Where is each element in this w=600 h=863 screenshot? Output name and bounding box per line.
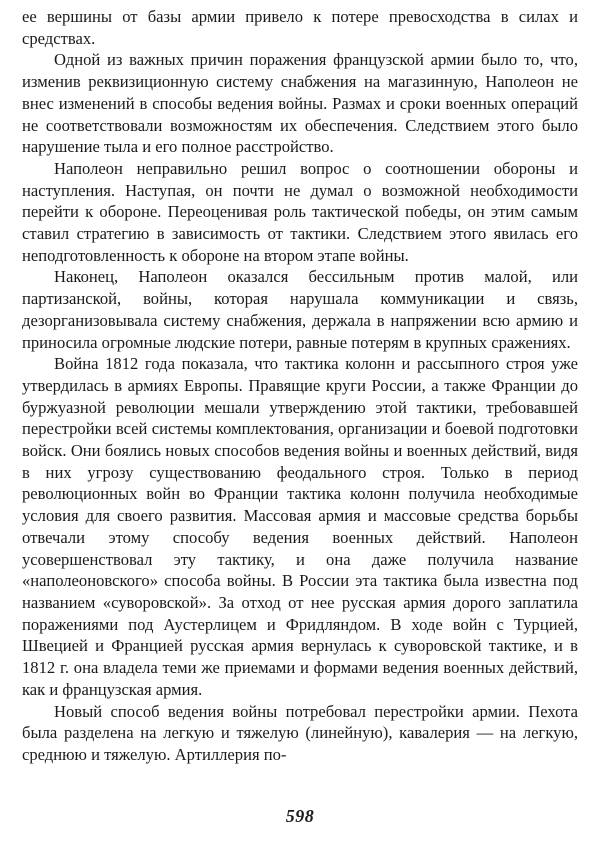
paragraph-1: ее вершины от базы армии привело к потере превосходства в силах и средствах. — [22, 7, 578, 48]
paragraph-5: Война 1812 года показала, что тактика колонн и рассыпного строя уже утвердилась в армиях Европы. Правящие круги России, а также Франции до буржуазной революции мешали утверждению этой тактики, требовавшей перестройки всей системы комплектования, организации и боевой подготовки войск. Они боялись новых способов ведения войны и военных действий, видя в них угрозу существованию феодального строя. Только в период революционных войн во Франции тактика колонн получила необходимые условия для своего развития. Массовая армия и массовые средства борьбы отвечали этому способу ведения военных действий. Наполеон усовершенствовал эту тактику, и она даже получила название «наполеоновского» способа войны. В России эта тактика была известна под названием «суворовской». За отход от нее русская армия дорого заплатила поражениями под Аустерлицем и Фридляндом. В ходе войн с Турцией, Швецией и Францией русская армия вернулась к суворовской тактике, и в 1812 г. она владела теми же приемами и формами ведения военных действий, как и французская армия. — [22, 354, 578, 699]
paragraph-6: Новый способ ведения войны потребовал перестройки армии. Пехота была разделена на легкую и тяжелую (линейную), кавалерия — на легкую, среднюю и тяжелую. Артиллерия по- — [22, 701, 578, 764]
paragraph-4: Наконец, Наполеон оказался бессильным против малой, или партизанской, войны, которая нарушала коммуникации и связь, дезорганизовывала систему снабжения, держала в напряжении всю армию и приносила огромные людские потери, равные потерям в крупных сражениях. — [22, 267, 578, 352]
paragraph-3: Наполеон неправильно решил вопрос о соотношении обороны и наступления. Наступая, он почти не думал о возможной необходимости перейти к обороне. Переоценивая роль тактической победы, он этим самым ставил стратегию в зависимость от тактики. Следствием этого явилась его неподготовленность к обороне на втором этапе войны. — [22, 158, 578, 265]
page-number: 598 — [285, 806, 315, 826]
paragraph-2: Одной из важных причин поражения французской армии было то, что, изменив реквизиционную систему снабжения на магазинную, Наполеон не внес изменений в способы ведения войны. Размах и сроки военных операций не соответствовали возможностям их обеспечения. Следствием этого было нарушение тыла и его полное расстройство. — [22, 50, 578, 157]
page-body — [22, 6, 578, 796]
